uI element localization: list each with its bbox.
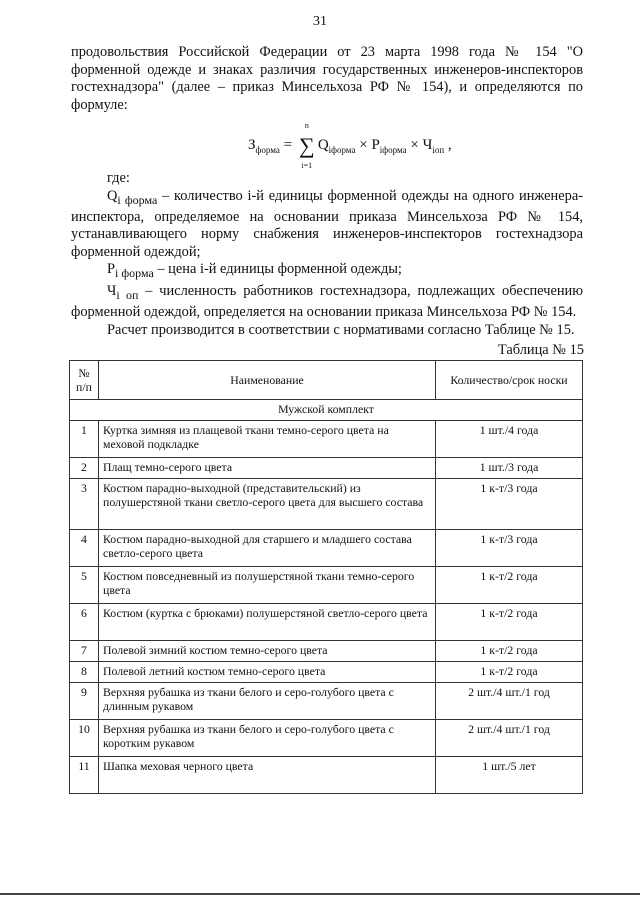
row-qty: 1 шт./4 года bbox=[436, 421, 583, 458]
row-num: 1 bbox=[70, 421, 99, 458]
table-row bbox=[70, 530, 583, 567]
definitions-block bbox=[71, 170, 583, 339]
formula-lhs: З bbox=[248, 137, 256, 153]
definition-ch-text: – численность работников гостехнадзора, подлежащих обеспечению форменной одеждой, определяется на основании приказа Минсельхоза РФ № 154. bbox=[71, 282, 583, 321]
definition-ch-symbol: Ч bbox=[107, 282, 117, 299]
row-num: 8 bbox=[70, 662, 99, 683]
definition-q-sub: i форма bbox=[117, 192, 158, 207]
formula-term-q-sub: iформа bbox=[328, 145, 356, 155]
row-num: 11 bbox=[70, 757, 99, 794]
row-num: 10 bbox=[70, 720, 99, 757]
row-num: 7 bbox=[70, 641, 99, 662]
definition-q-symbol: Q bbox=[107, 187, 118, 204]
table-row bbox=[70, 720, 583, 757]
definition-p bbox=[71, 261, 583, 282]
row-name: Верхняя рубашка из ткани белого и серо-голубого цвета с коротким рукавом bbox=[99, 720, 436, 757]
table-row bbox=[70, 662, 583, 683]
row-qty: 1 к-т/2 года bbox=[436, 641, 583, 662]
row-name: Верхняя рубашка из ткани белого и серо-голубого цвета с длинным рукавом bbox=[99, 683, 436, 720]
cost-formula bbox=[248, 121, 452, 170]
formula-term-ch-sub: iоп bbox=[432, 145, 445, 155]
formula-times-2: × bbox=[406, 137, 423, 153]
sum-sign: ∑ n i=1 bbox=[298, 121, 315, 170]
definition-ch bbox=[71, 283, 583, 322]
section-title: Мужской комплект bbox=[70, 400, 583, 421]
formula-term-ch: Ч bbox=[422, 137, 433, 153]
row-num: 6 bbox=[70, 604, 99, 641]
sum-lower-limit: i=1 bbox=[301, 161, 313, 170]
table-row bbox=[70, 641, 583, 662]
row-name: Куртка зимняя из плащевой ткани темно-серого цвета на меховой подкладке bbox=[99, 421, 436, 458]
where-label: где: bbox=[107, 170, 130, 186]
calculation-note: Расчет производится в соответствии с нормативами согласно Таблице № 15. bbox=[107, 321, 575, 338]
header-num: № п/п bbox=[70, 361, 99, 400]
row-name: Полевой зимний костюм темно-серого цвета bbox=[99, 641, 436, 662]
row-name: Костюм повседневный из полушерстяной ткани темно-серого цвета bbox=[99, 567, 436, 604]
intro-text-block bbox=[71, 44, 583, 114]
row-num: 4 bbox=[70, 530, 99, 567]
row-qty: 1 к-т/2 года bbox=[436, 604, 583, 641]
intro-paragraph: продовольствия Российской Федерации от 23 марта 1998 года № 154 "О форменной одежде и знаках различия государственных инженеров-инспекторов гостехнадзора" (далее – приказ Минсельхоза РФ № 154), и определяются по формуле: bbox=[71, 44, 583, 113]
row-num: 2 bbox=[70, 458, 99, 479]
row-qty: 2 шт./4 шт./1 год bbox=[436, 683, 583, 720]
row-num: 9 bbox=[70, 683, 99, 720]
definition-q bbox=[71, 188, 583, 262]
formula-term-p: P bbox=[371, 137, 380, 153]
definition-p-sub: i форма bbox=[115, 266, 154, 281]
uniform-norms-table bbox=[69, 360, 583, 794]
row-num: 5 bbox=[70, 567, 99, 604]
row-num: 3 bbox=[70, 479, 99, 530]
formula-term-p-sub: iформа bbox=[379, 145, 407, 155]
table-row bbox=[70, 683, 583, 720]
row-qty: 1 шт./5 лет bbox=[436, 757, 583, 794]
table-row bbox=[70, 479, 583, 530]
row-qty: 1 к-т/3 года bbox=[436, 530, 583, 567]
definition-p-symbol: P bbox=[107, 261, 116, 278]
scan-edge-line bbox=[0, 893, 640, 895]
row-name: Шапка меховая черного цвета bbox=[99, 757, 436, 794]
row-name: Костюм (куртка с брюками) полушерстяной светло-серого цвета bbox=[99, 604, 436, 641]
formula-tail: , bbox=[444, 137, 452, 153]
definition-p-text: – цена i-й единицы форменной одежды; bbox=[153, 261, 402, 278]
row-qty: 1 к-т/3 года bbox=[436, 479, 583, 530]
row-name: Костюм парадно-выходной (представительский) из полушерстяной ткани светло-серого цвета для высшего состава bbox=[99, 479, 436, 530]
section-row bbox=[70, 400, 583, 421]
header-qty: Количество/срок носки bbox=[436, 361, 583, 400]
table-row bbox=[70, 604, 583, 641]
row-qty: 2 шт./4 шт./1 год bbox=[436, 720, 583, 757]
row-name: Плащ темно-серого цвета bbox=[99, 458, 436, 479]
formula-equals: = bbox=[279, 137, 296, 153]
table-caption: Таблица № 15 bbox=[497, 342, 584, 358]
table-header-row bbox=[70, 361, 583, 400]
row-name: Полевой летний костюм темно-серого цвета bbox=[99, 662, 436, 683]
row-name: Костюм парадно-выходной для старшего и младшего состава светло-серого цвета bbox=[99, 530, 436, 567]
formula-lhs-sub: форма bbox=[255, 145, 280, 155]
row-qty: 1 шт./3 года bbox=[436, 458, 583, 479]
table-row bbox=[70, 421, 583, 458]
row-qty: 1 к-т/2 года bbox=[436, 662, 583, 683]
table-row bbox=[70, 458, 583, 479]
definition-q-text: – количество i-й единицы форменной одежды на одного инженера-инспектора, определяемое на основании приказа Минсельхоза РФ № 154, устанавливающего норму снабжения инженеров-инспекторов гостехнадзора форменной одеждой; bbox=[71, 187, 583, 260]
formula-times-1: × bbox=[355, 137, 372, 153]
sum-upper-limit: n bbox=[304, 121, 309, 130]
formula-term-q: Q bbox=[317, 137, 329, 153]
definition-ch-sub: i оп bbox=[116, 287, 139, 302]
table-row bbox=[70, 567, 583, 604]
page-number: 31 bbox=[313, 14, 327, 29]
row-qty: 1 к-т/2 года bbox=[436, 567, 583, 604]
table-row bbox=[70, 757, 583, 794]
header-name: Наименование bbox=[99, 361, 436, 400]
